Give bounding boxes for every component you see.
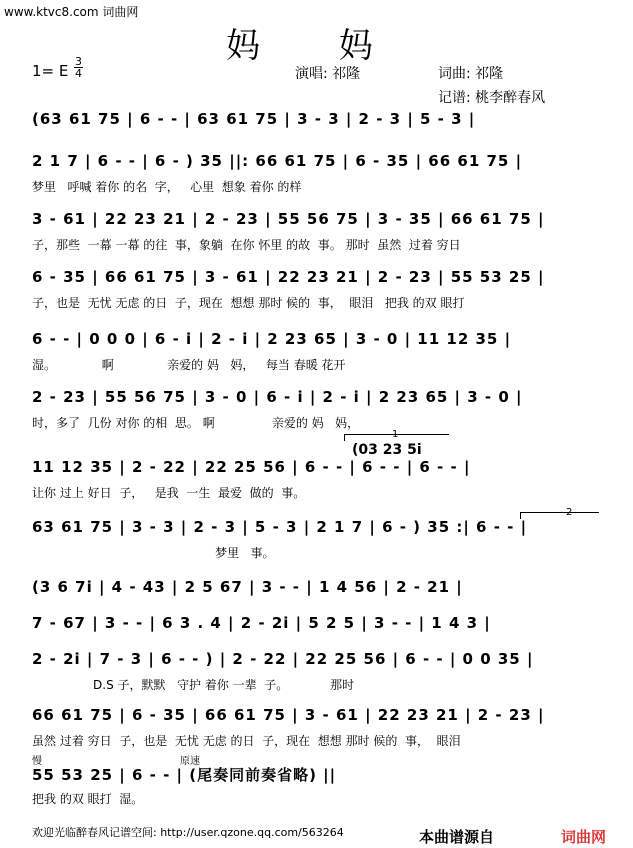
score-row bbox=[32, 706, 600, 730]
lyrics-line: 子，也是 无忧 无虑 的日 子，现在 想想 那时 候的 事， 眼泪 把我 的双 眼打 bbox=[32, 296, 465, 310]
time-signature bbox=[74, 56, 83, 79]
notation-line: 2 - 23 | 55 56 75 | 3 - 0 | 6 - i | 2 - i | 2 23 65 | 3 - 0 | bbox=[32, 388, 523, 406]
site-watermark: www.ktvc8.com 词曲网 bbox=[4, 5, 139, 19]
notation-line: 7 - 67 | 3 - - | 6 3 . 4 | 2 - 2i | 5 2 5 | 3 - - | 1 4 3 | bbox=[32, 614, 491, 632]
lyricist-credit: 词曲: 祁隆 bbox=[438, 66, 504, 82]
lyrics-line: 梦里 呼喊 着你 的名 字， 心里 想象 着你 的样 bbox=[32, 180, 302, 194]
lyrics-line: D.S 子，默默 守护 着你 一辈 子。 那时 bbox=[32, 678, 355, 692]
score-row bbox=[32, 764, 600, 788]
volta-1-number: 1 bbox=[392, 429, 399, 440]
lyrics-line: 把我 的双 眼打 湿。 bbox=[32, 792, 144, 806]
song-title: 妈 妈 bbox=[226, 26, 407, 66]
volta-2-bracket bbox=[520, 512, 599, 519]
footer-link-text: 欢迎光临醉春风记谱空间: http://user.qzone.qq.com/563264 bbox=[32, 826, 344, 839]
notation-line: 6 - 35 | 66 61 75 | 3 - 61 | 22 23 21 | 2 - 23 | 55 53 25 | bbox=[32, 268, 545, 286]
score-row bbox=[32, 110, 600, 134]
singer-credit: 演唱: 祁隆 bbox=[295, 66, 361, 82]
score-row bbox=[32, 578, 600, 602]
lyrics-line: 虽然 过着 穷日 子，也是 无忧 无虑 的日 子，现在 想想 那时 候的 事， 眼泪 bbox=[32, 734, 461, 748]
source-badge-label: 本曲谱源自 bbox=[419, 828, 495, 846]
notation-line: 63 61 75 | 3 - 3 | 2 - 3 | 5 - 3 | 2 1 7 | 6 - ) 35 :| 6 - - | bbox=[32, 518, 528, 536]
notation-line: (63 61 75 | 6 - - | 63 61 75 | 3 - 3 | 2 - 3 | 5 - 3 | bbox=[32, 110, 476, 128]
meter-bottom: 4 bbox=[75, 67, 82, 80]
lyrics-line: 湿。 啊 亲爱的 妈 妈， 每当 春暖 花开 bbox=[32, 358, 346, 372]
notation-line: 11 12 35 | 2 - 22 | 22 25 56 | 6 - - | 6 - - | 6 - - | bbox=[32, 458, 471, 476]
notation-line: 6 - - | 0 0 0 | 6 - i | 2 - i | 2 23 65 | 3 - 0 | 11 12 35 | bbox=[32, 330, 512, 348]
score-row bbox=[32, 388, 600, 412]
key-signature: 1= E bbox=[32, 62, 69, 80]
notation-line: 2 1 7 | 6 - - | 6 - ) 35 ||: 66 61 75 | 6 - 35 | 66 61 75 | bbox=[32, 152, 523, 170]
notation-line: 66 61 75 | 6 - 35 | 66 61 75 | 3 - 61 | 22 23 21 | 2 - 23 | bbox=[32, 706, 545, 724]
lyrics-line: 子，那些 一幕 一幕 的往 事，象躺 在你 怀里 的故 事。 那时 虽然 过着 穷日 bbox=[32, 238, 461, 252]
tempo-slow-marking: 慢 bbox=[32, 756, 42, 767]
lyrics-line: 梦里 事。 bbox=[32, 546, 275, 560]
score-row bbox=[32, 152, 600, 176]
notation-line: (3 6 7i | 4 - 43 | 2 5 67 | 3 - - | 1 4 56 | 2 - 21 | bbox=[32, 578, 463, 596]
volta-2-number: 2 bbox=[566, 507, 573, 518]
tempo-original-marking: 原速 bbox=[180, 756, 200, 767]
notation-line: 55 53 25 | 6 - - | (尾奏同前奏省略) || bbox=[32, 766, 337, 784]
score-row bbox=[32, 650, 600, 674]
score-row bbox=[32, 210, 600, 234]
lyrics-line: 让你 过上 好日 子， 是我 一生 最爱 做的 事。 bbox=[32, 486, 306, 500]
volta-1-bracket bbox=[344, 434, 449, 441]
volta-1-notes: (03 23 5i bbox=[352, 442, 422, 458]
source-badge-site: 词曲网 bbox=[561, 828, 607, 846]
score-row bbox=[32, 268, 600, 292]
score-row bbox=[32, 518, 600, 542]
notation-line: 3 - 61 | 22 23 21 | 2 - 23 | 55 56 75 | 3 - 35 | 66 61 75 | bbox=[32, 210, 545, 228]
meter-top: 3 bbox=[75, 55, 82, 68]
lyrics-line: 时，多了 几份 对你 的相 思。 啊 亲爱的 妈 妈， bbox=[32, 416, 360, 430]
notation-line: 2 - 2i | 7 - 3 | 6 - - ) | 2 - 22 | 22 25 56 | 6 - - | 0 0 35 | bbox=[32, 650, 534, 668]
score-row bbox=[32, 614, 600, 638]
score-row bbox=[32, 330, 600, 354]
score-row bbox=[32, 458, 600, 482]
notator-credit: 记谱: 桃李醉春风 bbox=[438, 90, 546, 106]
